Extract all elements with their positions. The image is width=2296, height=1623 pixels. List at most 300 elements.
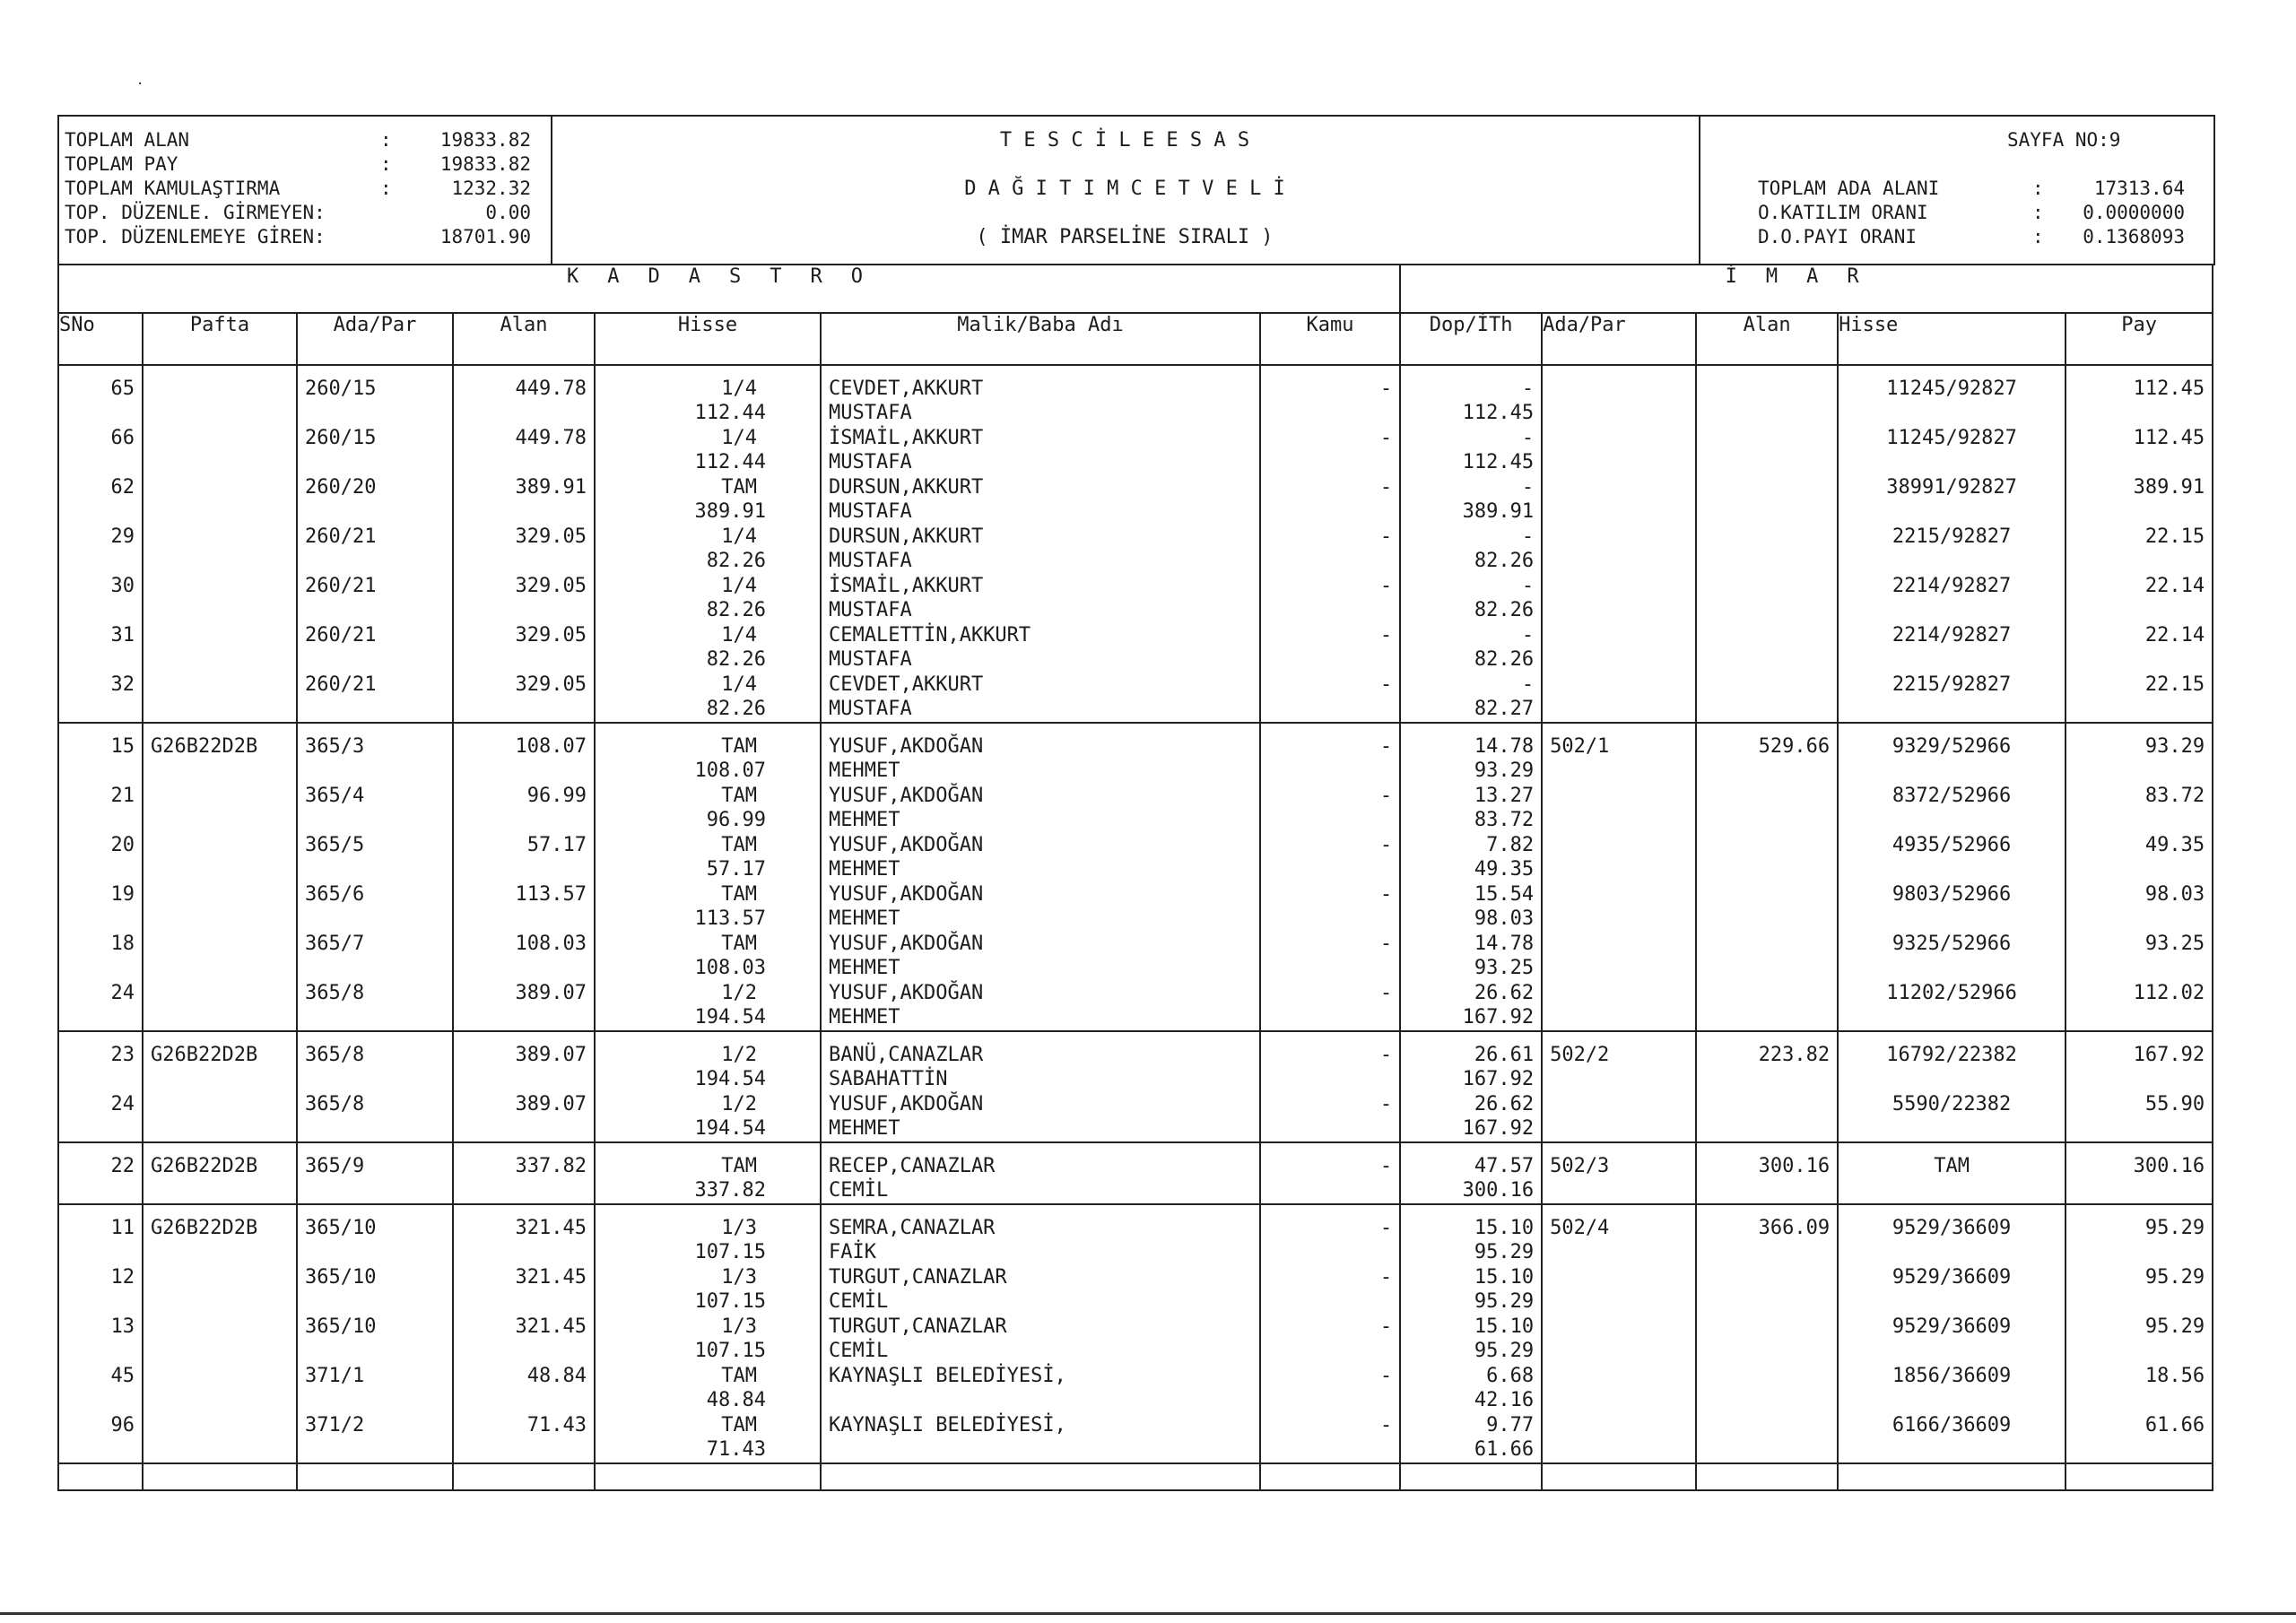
totals-label: D.O.PAYI ORANI xyxy=(1758,226,1918,247)
kamu-cell xyxy=(1260,1031,1400,1092)
sno-cell-content xyxy=(59,1413,142,1462)
ada-par-cell-content xyxy=(298,1205,452,1265)
col-pafta-header: Pafta xyxy=(143,313,297,365)
summary-label: TOPLAM KAMULAŞTIRMA xyxy=(65,178,281,199)
kamu-value: - xyxy=(1379,673,1393,696)
imar-hisse-value: 2214/92827 xyxy=(1892,575,2012,597)
summary-value: 18701.90 xyxy=(439,226,531,247)
alan-cell xyxy=(453,723,595,784)
hisse-cell xyxy=(595,623,821,673)
sno-cell-content xyxy=(59,475,142,525)
ada-par-cell-content xyxy=(298,833,452,882)
dop-value: 15.10 xyxy=(1474,1266,1535,1289)
pay-cell xyxy=(2066,475,2213,525)
malik-cell-content xyxy=(822,1092,1259,1141)
imar-hisse-value: 9529/36609 xyxy=(1892,1217,2012,1239)
imar-hisse-cell xyxy=(1838,1204,2066,1265)
malik-value: CEVDET,AKKURT xyxy=(829,378,984,400)
ada-par-cell xyxy=(297,723,453,784)
hisse-value: TAM xyxy=(721,1365,757,1387)
malik-value: RECEP,CANAZLAR xyxy=(829,1155,996,1177)
pay-cell-content xyxy=(2066,882,2212,932)
imar-ada-par-cell-content xyxy=(1543,1265,1695,1315)
sno-value: 19 xyxy=(110,883,135,906)
hisse-line-2: 112.44 xyxy=(694,402,766,424)
totals-colon: : xyxy=(2032,178,2044,199)
pafta-cell xyxy=(143,673,297,723)
pay-cell-content xyxy=(2066,1413,2212,1462)
pafta-value: G26B22D2B xyxy=(151,1217,258,1239)
alan-cell xyxy=(453,475,595,525)
kamu-value: - xyxy=(1379,378,1393,400)
dop-value: 14.78 xyxy=(1474,933,1535,955)
imar-hisse-cell-content xyxy=(1839,1265,2065,1315)
imar-hisse-cell-content xyxy=(1839,366,2065,426)
hisse-cell-content xyxy=(596,724,820,784)
imar-alan-cell xyxy=(1696,1265,1838,1315)
alan-value: 329.05 xyxy=(515,575,587,597)
kamu-cell xyxy=(1260,981,1400,1031)
pafta-cell-content xyxy=(144,1413,296,1462)
malik-cell-content xyxy=(822,673,1259,722)
alan-cell-content xyxy=(454,882,594,932)
ada-par-cell-content xyxy=(298,1413,452,1462)
summary-value: 19833.82 xyxy=(439,153,531,175)
imar-ada-par-cell-content xyxy=(1543,1092,1695,1141)
malik-cell-content xyxy=(822,1364,1259,1413)
table-row xyxy=(58,833,2213,882)
alan-cell-content xyxy=(454,426,594,475)
ada-par-value: 365/5 xyxy=(305,834,365,856)
pafta-cell-content xyxy=(144,426,296,475)
sno-cell xyxy=(58,1204,143,1265)
imar-hisse-value: 8372/52966 xyxy=(1892,785,2012,807)
sno-value: 31 xyxy=(110,624,135,647)
ada-par-value: 365/10 xyxy=(305,1266,377,1289)
dop-line-2: 95.29 xyxy=(1474,1241,1535,1263)
dop-cell xyxy=(1400,673,1542,723)
ada-par-cell-content xyxy=(298,724,452,784)
ada-par-cell-content xyxy=(298,981,452,1030)
dop-cell xyxy=(1400,1092,1542,1142)
imar-alan-cell-content xyxy=(1697,882,1837,932)
alan-value: 321.45 xyxy=(515,1266,587,1289)
table-row xyxy=(58,1031,2213,1092)
pay-cell-content xyxy=(2066,724,2212,784)
dop-line-2: 42.16 xyxy=(1474,1389,1535,1411)
malik-line-2: MUSTAFA xyxy=(829,500,912,523)
sno-value: 32 xyxy=(110,673,135,696)
imar-hisse-cell-content xyxy=(1839,574,2065,623)
totals-value: 0.0000000 xyxy=(2083,202,2185,223)
hisse-cell-content xyxy=(596,1315,820,1364)
imar-alan-cell-content xyxy=(1697,784,1837,833)
malik-cell-content xyxy=(822,525,1259,574)
hisse-value: TAM xyxy=(721,883,757,906)
pay-cell-content xyxy=(2066,932,2212,981)
hisse-line-2: 82.26 xyxy=(706,698,766,720)
dop-cell xyxy=(1400,1142,1542,1204)
kamu-value: - xyxy=(1379,427,1393,449)
dop-value: - xyxy=(1521,427,1535,449)
sno-value: 24 xyxy=(110,1093,135,1115)
sno-value: 12 xyxy=(110,1266,135,1289)
pay-cell-content xyxy=(2066,623,2212,673)
alan-cell xyxy=(453,426,595,475)
ada-par-cell xyxy=(297,623,453,673)
imar-ada-par-cell-content xyxy=(1543,623,1695,673)
hisse-cell xyxy=(595,673,821,723)
sno-cell-content xyxy=(59,981,142,1030)
pay-cell-content xyxy=(2066,475,2212,525)
malik-line-2: SABAHATTİN xyxy=(829,1068,948,1090)
malik-cell-content xyxy=(822,882,1259,932)
kamu-cell xyxy=(1260,784,1400,833)
imar-hisse-value: 1856/36609 xyxy=(1892,1365,2012,1387)
malik-value: İSMAİL,AKKURT xyxy=(829,427,984,449)
malik-value: YUSUF,AKDOĞAN xyxy=(829,982,984,1004)
pafta-cell-content xyxy=(144,1205,296,1265)
imar-alan-cell xyxy=(1696,1204,1838,1265)
summary-value: 1232.32 xyxy=(451,178,531,199)
pafta-cell xyxy=(143,1092,297,1142)
pay-cell-content xyxy=(2066,574,2212,623)
imar-hisse-value: 16792/22382 xyxy=(1886,1044,2017,1066)
imar-ada-par-cell-content xyxy=(1543,1205,1695,1265)
malik-line-2: MEHMET xyxy=(829,957,900,979)
kamu-value: - xyxy=(1379,1155,1393,1177)
sno-value: 22 xyxy=(110,1155,135,1177)
dop-value: 15.10 xyxy=(1474,1217,1535,1239)
dop-line-2: 167.92 xyxy=(1462,1068,1535,1090)
imar-alan-cell-content xyxy=(1697,673,1837,722)
ada-par-value: 365/7 xyxy=(305,933,365,955)
table-row xyxy=(58,365,2213,426)
pay-cell-content xyxy=(2066,981,2212,1030)
pafta-cell xyxy=(143,426,297,475)
alan-cell-content xyxy=(454,525,594,574)
page-bottom-rule xyxy=(0,1612,2296,1615)
sno-cell-content xyxy=(59,574,142,623)
kamu-value: - xyxy=(1379,1365,1393,1387)
alan-cell-content xyxy=(454,673,594,722)
pay-cell xyxy=(2066,1315,2213,1364)
alan-cell-content xyxy=(454,1413,594,1462)
dop-cell-content xyxy=(1401,784,1541,833)
imar-ada-par-cell xyxy=(1542,1092,1696,1142)
pafta-cell-content xyxy=(144,981,296,1030)
kamu-cell xyxy=(1260,1315,1400,1364)
imar-alan-cell xyxy=(1696,525,1838,574)
empty-cell xyxy=(1696,1463,1838,1490)
imar-ada-par-cell xyxy=(1542,1031,1696,1092)
dop-line-2: 82.26 xyxy=(1474,648,1535,671)
kamu-cell-content xyxy=(1261,426,1399,475)
pafta-cell-content xyxy=(144,623,296,673)
imar-ada-par-cell xyxy=(1542,833,1696,882)
dop-value: - xyxy=(1521,575,1535,597)
imar-ada-par-cell-content xyxy=(1543,426,1695,475)
kamu-value: - xyxy=(1379,1414,1393,1436)
ada-par-value: 365/10 xyxy=(305,1217,377,1239)
sno-cell-content xyxy=(59,366,142,426)
pay-value: 83.72 xyxy=(2144,785,2205,807)
dop-cell-content xyxy=(1401,673,1541,722)
sno-value: 66 xyxy=(110,427,135,449)
malik-cell-content xyxy=(822,833,1259,882)
dop-line-2: 83.72 xyxy=(1474,809,1535,831)
kamu-cell-content xyxy=(1261,574,1399,623)
hisse-cell xyxy=(595,882,821,932)
dop-value: - xyxy=(1521,378,1535,400)
dop-cell-content xyxy=(1401,882,1541,932)
sno-value: 15 xyxy=(110,735,135,758)
imar-hisse-value: 9529/36609 xyxy=(1892,1266,2012,1289)
empty-cell xyxy=(453,1463,595,1490)
pafta-cell xyxy=(143,1315,297,1364)
hisse-value: TAM xyxy=(721,785,757,807)
sno-cell-content xyxy=(59,1364,142,1413)
dop-line-2: 95.29 xyxy=(1474,1340,1535,1362)
imar-alan-value: 529.66 xyxy=(1758,735,1831,758)
hisse-value: 1/4 xyxy=(721,673,757,696)
pafta-value: G26B22D2B xyxy=(151,735,258,758)
pafta-cell xyxy=(143,932,297,981)
malik-line-2: MUSTAFA xyxy=(829,451,912,473)
ada-par-cell xyxy=(297,981,453,1031)
imar-hisse-cell-content xyxy=(1839,1032,2065,1092)
imar-hisse-cell xyxy=(1838,723,2066,784)
alan-cell xyxy=(453,673,595,723)
ada-par-cell xyxy=(297,1031,453,1092)
hisse-value: TAM xyxy=(721,735,757,758)
alan-value: 113.57 xyxy=(515,883,587,906)
malik-line-2: CEMİL xyxy=(829,1290,889,1313)
imar-ada-par-cell xyxy=(1542,932,1696,981)
summary-box xyxy=(57,115,552,265)
pafta-cell-content xyxy=(144,882,296,932)
dop-cell-content xyxy=(1401,1413,1541,1462)
imar-alan-cell-content xyxy=(1697,932,1837,981)
dop-value: - xyxy=(1521,476,1535,499)
sno-cell xyxy=(58,1315,143,1364)
malik-value: TURGUT,CANAZLAR xyxy=(829,1266,1007,1289)
imar-alan-cell-content xyxy=(1697,366,1837,426)
table-row xyxy=(58,1315,2213,1364)
imar-hisse-cell-content xyxy=(1839,784,2065,833)
dop-value: 26.61 xyxy=(1474,1044,1535,1066)
dop-cell-content xyxy=(1401,525,1541,574)
kamu-cell xyxy=(1260,426,1400,475)
table-row xyxy=(58,1413,2213,1463)
pafta-cell xyxy=(143,623,297,673)
imar-alan-cell-content xyxy=(1697,1205,1837,1265)
pay-value: 55.90 xyxy=(2144,1093,2205,1115)
malik-line-2: CEMİL xyxy=(829,1179,889,1202)
hisse-value: 1/4 xyxy=(721,575,757,597)
sno-cell-content xyxy=(59,1315,142,1364)
summary-value: 19833.82 xyxy=(439,129,531,151)
imar-alan-cell-content xyxy=(1697,1413,1837,1462)
imar-alan-cell xyxy=(1696,365,1838,426)
imar-hisse-cell xyxy=(1838,1315,2066,1364)
dop-cell xyxy=(1400,1204,1542,1265)
dop-line-2: 300.16 xyxy=(1462,1179,1535,1202)
ada-par-cell xyxy=(297,1204,453,1265)
imar-alan-cell-content xyxy=(1697,833,1837,882)
imar-hisse-cell xyxy=(1838,525,2066,574)
imar-alan-cell xyxy=(1696,784,1838,833)
dop-cell-content xyxy=(1401,475,1541,525)
imar-ada-par-cell xyxy=(1542,981,1696,1031)
kamu-value: - xyxy=(1379,525,1393,548)
kamu-cell-content xyxy=(1261,475,1399,525)
ada-par-value: 365/9 xyxy=(305,1155,365,1177)
malik-cell-content xyxy=(822,1205,1259,1265)
dop-cell-content xyxy=(1401,574,1541,623)
table-row xyxy=(58,981,2213,1031)
pay-value: 18.56 xyxy=(2144,1365,2205,1387)
pay-value: 95.29 xyxy=(2144,1315,2205,1338)
dop-line-2: 93.29 xyxy=(1474,759,1535,782)
col-hisse-header: Hisse xyxy=(595,313,821,365)
ada-par-cell-content xyxy=(298,1265,452,1315)
alan-value: 108.07 xyxy=(515,735,587,758)
col-imar-hisse-header: Hisse xyxy=(1838,313,2066,365)
sno-cell xyxy=(58,1142,143,1204)
imar-hisse-cell xyxy=(1838,1413,2066,1463)
sno-value: 18 xyxy=(110,933,135,955)
dop-cell-content xyxy=(1401,426,1541,475)
table-row xyxy=(58,1265,2213,1315)
alan-value: 108.03 xyxy=(515,933,587,955)
alan-cell xyxy=(453,1204,595,1265)
dop-line-2: 61.66 xyxy=(1474,1438,1535,1461)
imar-ada-par-cell xyxy=(1542,1204,1696,1265)
imar-alan-cell-content xyxy=(1697,574,1837,623)
imar-hisse-cell xyxy=(1838,1142,2066,1204)
pay-cell-content xyxy=(2066,673,2212,722)
dop-cell xyxy=(1400,833,1542,882)
malik-cell-content xyxy=(822,1265,1259,1315)
imar-alan-cell xyxy=(1696,475,1838,525)
alan-value: 96.99 xyxy=(526,785,587,807)
alan-cell xyxy=(453,833,595,882)
imar-ada-par-cell xyxy=(1542,1265,1696,1315)
imar-alan-cell-content xyxy=(1697,1143,1837,1203)
summary-label: TOP. DÜZENLE. GİRMEYEN: xyxy=(65,202,326,223)
col-imar-ada-par-header: Ada/Par xyxy=(1542,313,1696,365)
malik-line-2: CEMİL xyxy=(829,1340,889,1362)
sno-cell-content xyxy=(59,1205,142,1265)
hisse-cell xyxy=(595,784,821,833)
imar-ada-par-cell-content xyxy=(1543,1315,1695,1364)
pafta-value: G26B22D2B xyxy=(151,1155,258,1177)
pay-value: 22.14 xyxy=(2144,624,2205,647)
alan-cell xyxy=(453,574,595,623)
pay-cell xyxy=(2066,932,2213,981)
col-sno-header: SNo xyxy=(58,313,143,365)
pafta-cell-content xyxy=(144,1092,296,1141)
hisse-cell xyxy=(595,525,821,574)
hisse-cell xyxy=(595,932,821,981)
kamu-cell-content xyxy=(1261,673,1399,722)
sno-value: 29 xyxy=(110,525,135,548)
pay-cell xyxy=(2066,623,2213,673)
hisse-cell-content xyxy=(596,932,820,981)
pay-cell xyxy=(2066,365,2213,426)
pafta-cell xyxy=(143,365,297,426)
ada-par-cell-content xyxy=(298,1315,452,1364)
sno-cell xyxy=(58,426,143,475)
kamu-value: - xyxy=(1379,834,1393,856)
alan-value: 449.78 xyxy=(515,378,587,400)
alan-cell xyxy=(453,1413,595,1463)
pafta-cell xyxy=(143,574,297,623)
imar-ada-par-cell xyxy=(1542,1413,1696,1463)
kamu-cell xyxy=(1260,1364,1400,1413)
alan-cell-content xyxy=(454,1265,594,1315)
sno-value: 20 xyxy=(110,834,135,856)
pafta-cell xyxy=(143,1031,297,1092)
imar-ada-par-cell-content xyxy=(1543,1364,1695,1413)
hisse-cell-content xyxy=(596,1364,820,1413)
alan-cell-content xyxy=(454,1315,594,1364)
table-row xyxy=(58,1092,2213,1142)
col-pay-header: Pay xyxy=(2066,313,2213,365)
imar-ada-par-cell-content xyxy=(1543,932,1695,981)
imar-hisse-cell-content xyxy=(1839,1413,2065,1462)
imar-alan-cell xyxy=(1696,1315,1838,1364)
imar-hisse-cell-content xyxy=(1839,475,2065,525)
dop-cell-content xyxy=(1401,1143,1541,1203)
sno-cell-content xyxy=(59,1092,142,1141)
hisse-line-2: 108.07 xyxy=(694,759,766,782)
pay-value: 300.16 xyxy=(2133,1155,2205,1177)
empty-cell xyxy=(1400,1463,1542,1490)
kamu-cell xyxy=(1260,1413,1400,1463)
ada-par-cell xyxy=(297,525,453,574)
pay-value: 112.45 xyxy=(2133,378,2205,400)
imar-alan-cell-content xyxy=(1697,981,1837,1030)
malik-cell xyxy=(821,1265,1260,1315)
pafta-cell-content xyxy=(144,1364,296,1413)
ada-par-value: 365/4 xyxy=(305,785,365,807)
imar-ada-par-cell-content xyxy=(1543,1413,1695,1462)
hisse-line-2: 194.54 xyxy=(694,1068,766,1090)
imar-hisse-cell-content xyxy=(1839,426,2065,475)
malik-value: YUSUF,AKDOĞAN xyxy=(829,785,984,807)
hisse-cell-content xyxy=(596,623,820,673)
dop-line-2: 49.35 xyxy=(1474,858,1535,881)
pay-value: 167.92 xyxy=(2133,1044,2205,1066)
imar-hisse-cell-content xyxy=(1839,833,2065,882)
imar-hisse-value: 2215/92827 xyxy=(1892,525,2012,548)
sno-cell xyxy=(58,673,143,723)
imar-ada-par-cell xyxy=(1542,475,1696,525)
hisse-value: 1/4 xyxy=(721,624,757,647)
dop-value: 13.27 xyxy=(1474,785,1535,807)
alan-cell-content xyxy=(454,1092,594,1141)
alan-value: 71.43 xyxy=(526,1414,587,1436)
table-row xyxy=(58,1142,2213,1204)
hisse-line-2: 389.91 xyxy=(694,500,766,523)
dop-value: 9.77 xyxy=(1486,1414,1535,1436)
kamu-cell-content xyxy=(1261,1205,1399,1265)
hisse-cell-content xyxy=(596,1143,820,1203)
ada-par-cell xyxy=(297,574,453,623)
imar-alan-cell xyxy=(1696,882,1838,932)
